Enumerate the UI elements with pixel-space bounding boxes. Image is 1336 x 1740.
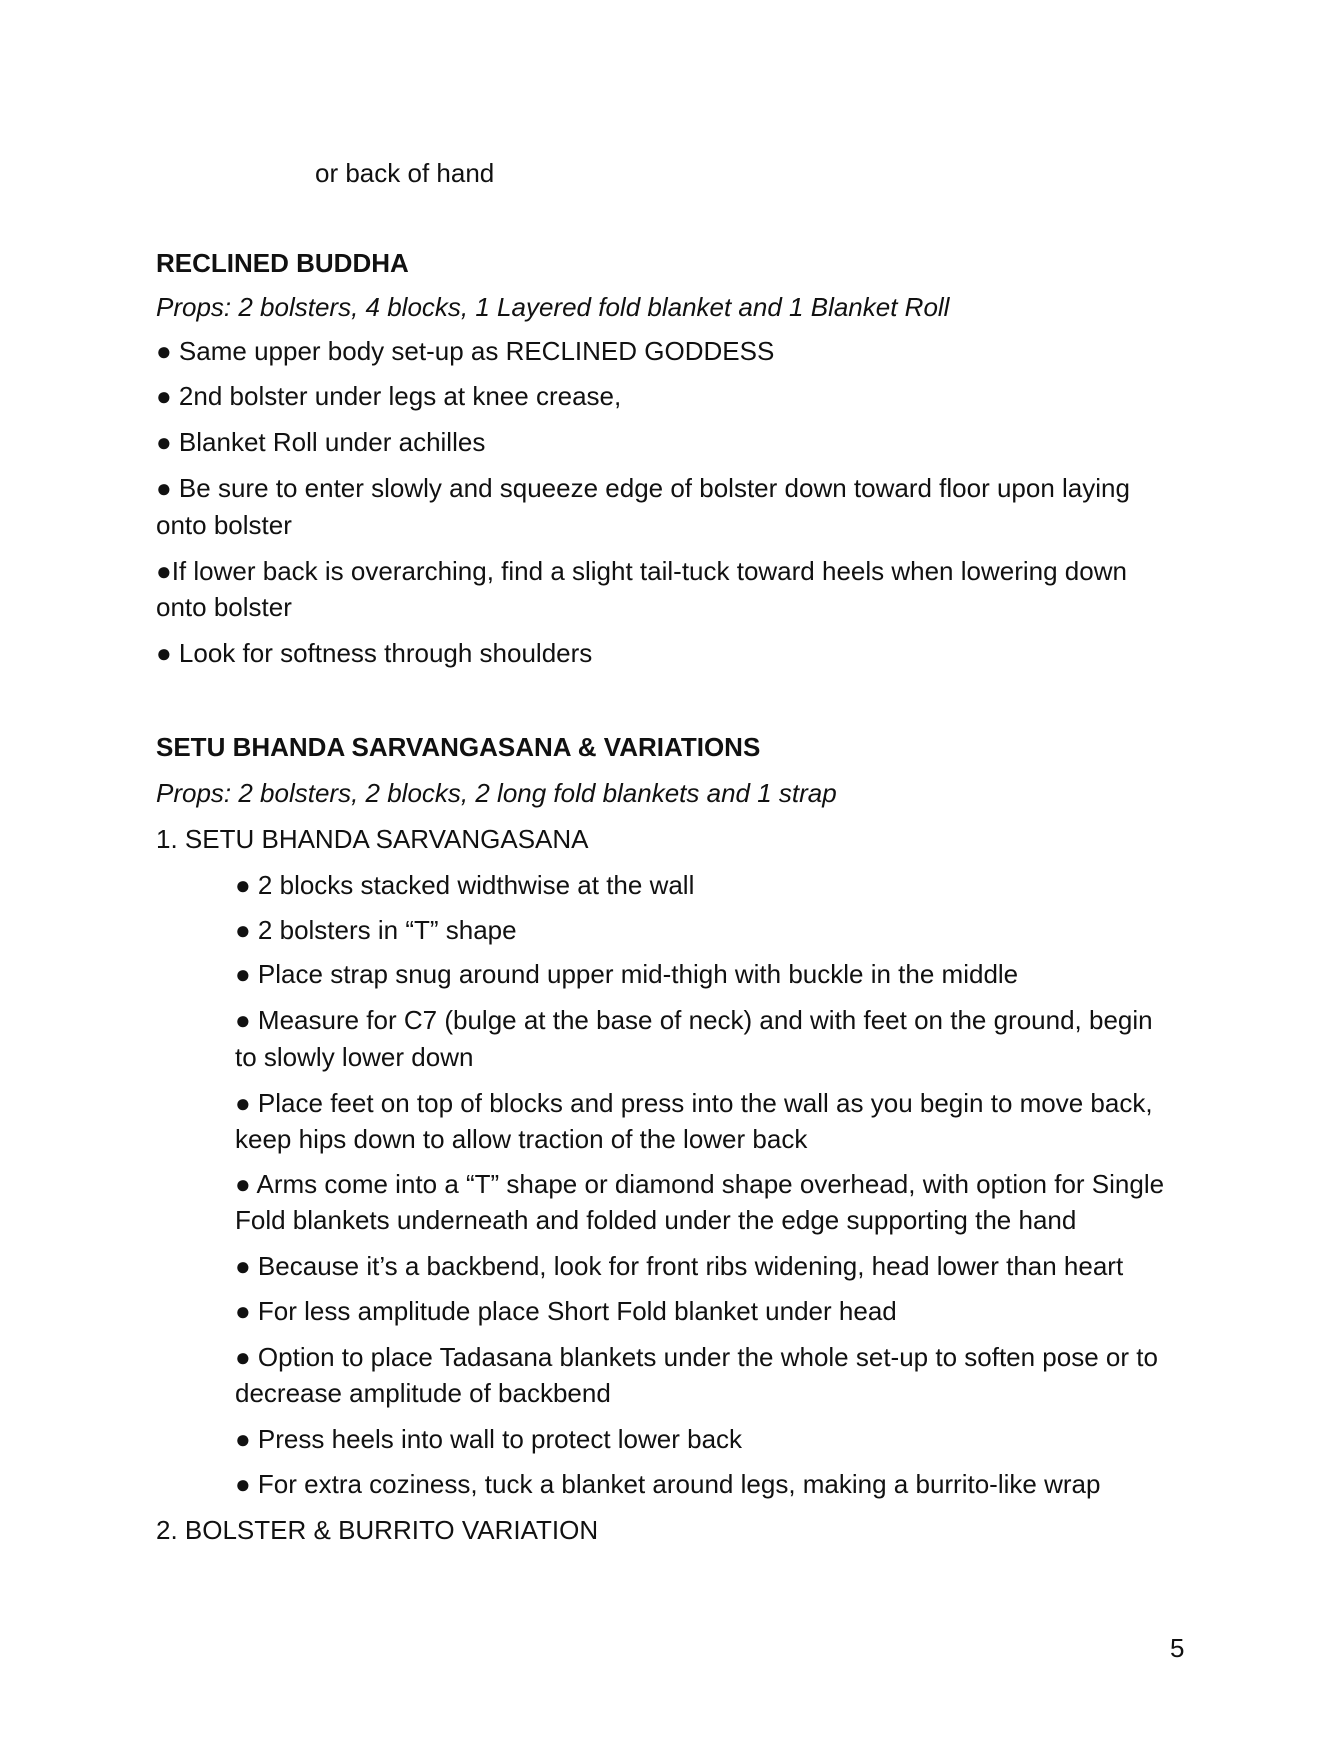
bullet-item: ● Arms come into a “T” shape or diamond shape overhead, with option for Single (235, 1169, 1165, 1199)
bullet-item-continuation: Fold blankets underneath and folded under the edge supporting the hand (235, 1205, 1077, 1235)
bullet-item: ● Look for softness through shoulders (156, 638, 593, 668)
numbered-item-1: 1. SETU BHANDA SARVANGASANA (156, 824, 589, 854)
bullet-item: ● For extra coziness, tuck a blanket around legs, making a burrito-like wrap (235, 1469, 1101, 1499)
section-title-setu-bhanda: SETU BHANDA SARVANGASANA & VARIATIONS (156, 732, 761, 762)
bullet-item: ●If lower back is overarching, find a slight tail-tuck toward heels when lowering down (156, 556, 1127, 586)
bullet-item: ● Be sure to enter slowly and squeeze edge of bolster down toward floor upon laying (156, 473, 1130, 503)
bullet-item: ● 2 bolsters in “T” shape (235, 915, 517, 945)
bullet-item: ● Place feet on top of blocks and press into the wall as you begin to move back, (235, 1088, 1153, 1118)
bullet-item-continuation: onto bolster (156, 510, 292, 540)
bullet-item: ● 2 blocks stacked widthwise at the wall (235, 870, 695, 900)
bullet-item: ● Blanket Roll under achilles (156, 427, 486, 457)
bullet-item: ● 2nd bolster under legs at knee crease, (156, 381, 622, 411)
numbered-item-2: 2. BOLSTER & BURRITO VARIATION (156, 1515, 599, 1545)
continuation-text: or back of hand (315, 158, 495, 188)
bullet-item: ● Option to place Tadasana blankets under the whole set-up to soften pose or to (235, 1342, 1158, 1372)
page-number: 5 (1170, 1633, 1185, 1663)
section-title-reclined-buddha: RECLINED BUDDHA (156, 248, 409, 278)
props-setu-bhanda: Props: 2 bolsters, 2 blocks, 2 long fold blankets and 1 strap (156, 778, 837, 808)
bullet-item: ● Measure for C7 (bulge at the base of neck) and with feet on the ground, begin (235, 1005, 1153, 1035)
bullet-item: ● For less amplitude place Short Fold blanket under head (235, 1296, 897, 1326)
bullet-item-continuation: decrease amplitude of backbend (235, 1378, 611, 1408)
bullet-item: ● Same upper body set-up as RECLINED GODDESS (156, 336, 775, 366)
bullet-item-continuation: to slowly lower down (235, 1042, 474, 1072)
bullet-item: ● Press heels into wall to protect lower back (235, 1424, 743, 1454)
bullet-item-continuation: onto bolster (156, 592, 292, 622)
bullet-item: ● Place strap snug around upper mid-thigh with buckle in the middle (235, 959, 1019, 989)
bullet-item: ● Because it’s a backbend, look for front ribs widening, head lower than heart (235, 1251, 1124, 1281)
props-reclined-buddha: Props: 2 bolsters, 4 blocks, 1 Layered fold blanket and 1 Blanket Roll (156, 292, 950, 322)
bullet-item-continuation: keep hips down to allow traction of the lower back (235, 1124, 808, 1154)
